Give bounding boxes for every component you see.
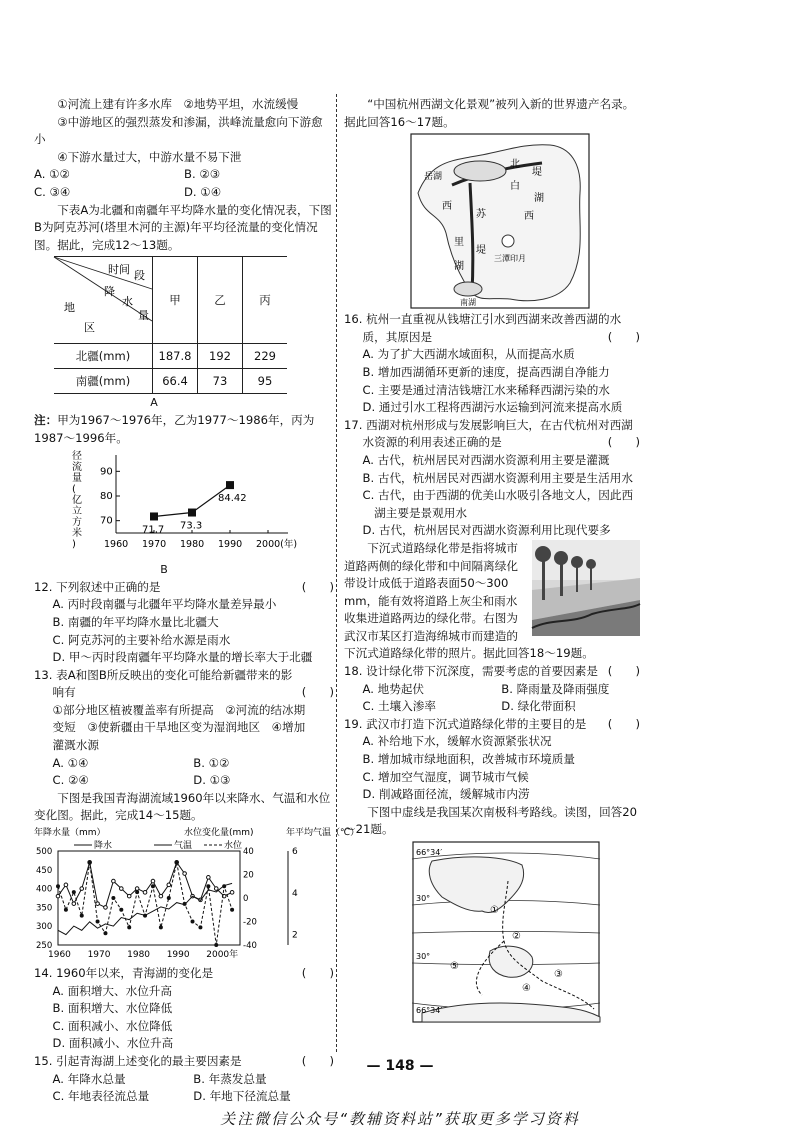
chart-q-precip-point bbox=[80, 887, 84, 891]
note-label: 注： bbox=[34, 412, 58, 427]
chart-q-level-point bbox=[143, 914, 147, 918]
q11-choice-a: A. ①② bbox=[34, 167, 70, 182]
q14-option-d: D. 面积减小、水位升高 bbox=[52, 1036, 174, 1051]
chart-q-xtick-label: 1970 bbox=[87, 950, 111, 961]
chart-q-level-point bbox=[72, 890, 76, 894]
chart-q-legend-label: 气温 bbox=[174, 841, 193, 852]
q15-option-a: A. 年降水总量 bbox=[52, 1071, 126, 1086]
chart-b-ytick-label: 80 bbox=[100, 491, 113, 503]
chart-b-xtick-label: 1980 bbox=[180, 539, 205, 551]
q16-answer-paren: ( ) bbox=[607, 329, 640, 344]
chart-b-xtick-label: 1990 bbox=[218, 539, 243, 551]
intro-12-13: 下表A为北疆和南疆年平均降水量的变化情况表，下图B为阿克苏河(塔里木河的主源)年平均径流量的变化情况图。据此，完成12～13题。 bbox=[34, 202, 332, 252]
table-a-cell: 73 bbox=[198, 369, 243, 394]
chart-b-xtick-label: 1960 bbox=[104, 539, 129, 551]
chart-q-level-point bbox=[151, 884, 155, 888]
chart-q-level-point bbox=[88, 861, 92, 865]
chart-b-ylabel-char: 径 bbox=[72, 451, 82, 463]
q12-option-a: A. 丙时段南疆与北疆年平均降水量差异最小 bbox=[52, 597, 277, 612]
q13-choice-c: C. ②④ bbox=[52, 773, 89, 788]
chart-q-level-point bbox=[64, 908, 68, 912]
table-a-diagonal-header bbox=[54, 257, 153, 344]
diag-shui: 水 bbox=[122, 295, 133, 309]
sunken-greenbelt-photo bbox=[532, 540, 640, 636]
q14-stem-text: 14. 1960年以来，青海湖的变化是 bbox=[34, 966, 214, 981]
label-hu: 湖 bbox=[534, 193, 544, 205]
right-column bbox=[344, 96, 640, 1023]
chart-q-precip-point bbox=[120, 887, 124, 891]
chart-q-level-point bbox=[222, 884, 226, 888]
chart-q-level-point bbox=[135, 890, 139, 894]
label-hu2: 湖 bbox=[454, 261, 464, 273]
q17-stem: 17. 西湖对杭州形成与发展影响巨大，在古代杭州对西湖 bbox=[344, 417, 633, 432]
q18-option-a: A. 地势起伏 bbox=[362, 681, 425, 696]
label-nanhu: 南湖 bbox=[460, 298, 476, 308]
q14-option-b: B. 面积增大、水位降低 bbox=[52, 1001, 173, 1016]
chart-q-level-point bbox=[80, 914, 84, 918]
label-xi1: 西 bbox=[442, 201, 452, 213]
chart-q-precip-point bbox=[64, 883, 68, 887]
label-30n: 30° bbox=[416, 894, 431, 903]
q11-choice-b: B. ②③ bbox=[184, 167, 221, 182]
q11-option-line-1: ①河流上建有许多水库 ②地势平坦，水流缓慢 bbox=[57, 97, 299, 111]
chart-q-left-tick: 400 bbox=[36, 884, 53, 895]
q17-stem2-text: 水资源的利用表述正确的是 bbox=[362, 435, 502, 450]
chart-b-xtick-label: 1970 bbox=[142, 539, 167, 551]
chart-q-precip-point bbox=[159, 894, 163, 898]
chart-q-mid-tick: -40 bbox=[243, 941, 257, 952]
chart-q-level-point bbox=[167, 896, 171, 900]
chart-b-ylabel-char: 米 bbox=[72, 528, 82, 540]
route-2: ② bbox=[512, 931, 521, 942]
q13-choice-d: D. ①③ bbox=[193, 773, 231, 788]
q19-option-c: C. 增加空气湿度，调节城市气候 bbox=[362, 769, 529, 784]
diag-di: 地 bbox=[64, 301, 75, 315]
chart-q-mid-tick: 0 bbox=[243, 894, 249, 905]
label-su: 苏 bbox=[476, 209, 486, 221]
table-a-col-yi: 乙 bbox=[198, 257, 243, 344]
label-bei: 北 bbox=[510, 159, 520, 171]
q11-choices-row-2 bbox=[34, 184, 334, 202]
chart-q-left-tick: 350 bbox=[36, 903, 53, 914]
chart-q-left-tick: 450 bbox=[36, 865, 53, 876]
chart-b-ylabel-char: ) bbox=[72, 539, 76, 551]
table-a-row-beijiang bbox=[54, 344, 287, 369]
chart-b-ytick-label: 90 bbox=[100, 466, 113, 478]
chart-b-ytick-label: 70 bbox=[100, 515, 113, 527]
chart-q-right-tick: 6 bbox=[292, 847, 298, 858]
chart-b-value-label: 71.7 bbox=[142, 524, 165, 536]
chart-q-precip-point bbox=[230, 891, 234, 895]
q17-option-a: A. 古代，杭州居民对西湖水资源利用主要是灌溉 bbox=[362, 452, 610, 467]
chart-q-level-point bbox=[175, 861, 179, 865]
chart-b-ylabel-char: 流 bbox=[72, 462, 82, 474]
diag-duan: 段 bbox=[134, 269, 145, 283]
q15-stem-text: 15. 引起青海湖上述变化的最主要因素是 bbox=[34, 1054, 242, 1068]
page-number: — 148 — bbox=[366, 1058, 434, 1074]
intro-18-19: 下沉式道路绿化带是指将城市道路两侧的绿化带和中间隔离绿化带设计成低于道路表面50～300 mm，能有效将道路上灰尘和雨水收集进道路两边的绿化带。右图为武汉市某区打造海绵城市而建造的下沉式道路绿化带的照片。据此回答18～19题。 bbox=[344, 540, 594, 661]
chart-q-level-point bbox=[103, 931, 107, 935]
q18-option-b: B. 降雨量及降雨强度 bbox=[501, 681, 610, 696]
chart-b-point bbox=[150, 513, 158, 521]
q13-items-3: 灌溉水源 bbox=[52, 738, 99, 753]
q17-option-b: B. 古代，杭州居民对西湖水资源利用主要是生活用水 bbox=[362, 470, 633, 485]
chart-b-ylabel-char: 方 bbox=[72, 517, 82, 529]
chart-q-right-tick: 2 bbox=[292, 930, 298, 941]
q19-option-b: B. 增加城市绿地面积，改善城市环境质量 bbox=[362, 752, 575, 767]
chart-q-right-tick: 4 bbox=[292, 888, 298, 899]
intro-16-17: “中国杭州西湖文化景观”被列入新的世界遗产名录。据此回答16～17题。 bbox=[344, 97, 635, 129]
south-lake-hatch bbox=[454, 282, 482, 296]
footer-watermark: 关注微信公众号“教辅资料站”获取更多学习资料 bbox=[220, 1110, 580, 1128]
table-a-cell: 229 bbox=[243, 344, 288, 369]
table-a-caption: A bbox=[150, 396, 158, 410]
chart-q-xtick-label: 1960 bbox=[48, 950, 71, 961]
q18-19-intro-block bbox=[344, 540, 640, 663]
chart-b-caption: B bbox=[160, 563, 168, 577]
intro-14-15: 下图是我国青海湖流域1960年以来降水、气温和水位变化图。据此，完成14～15题。 bbox=[34, 790, 331, 823]
q13-choices-row-2 bbox=[34, 772, 334, 790]
label-30s: 30° bbox=[416, 952, 431, 961]
q16-option-a: A. 为了扩大西湖水域面积，从而提高水质 bbox=[362, 347, 575, 362]
label-santan: 三潭印月 bbox=[494, 254, 526, 264]
q12-option-b: B. 南疆的年平均降水量比北疆大 bbox=[52, 614, 219, 629]
diag-jiang: 降 bbox=[104, 285, 115, 299]
table-a-row-label: 南疆(mm) bbox=[54, 369, 153, 394]
q13-items-2: 变短 ③使新疆由干旱地区变为湿润地区 ④增加 bbox=[52, 720, 306, 735]
west-lake-map bbox=[410, 133, 590, 309]
chart-q-level-point bbox=[96, 920, 100, 924]
label-yuehu: 岳湖 bbox=[424, 172, 443, 183]
chart-q-left-tick: 300 bbox=[36, 922, 53, 933]
chart-q-precip-point bbox=[143, 891, 147, 895]
q17-option-d: D. 古代，杭州居民对西湖水资源利用比现代要多 bbox=[362, 523, 611, 538]
chart-q-level-point bbox=[191, 920, 195, 924]
route-4: ④ bbox=[522, 983, 531, 994]
q19-stem bbox=[344, 716, 640, 734]
chart-q-precip-point bbox=[151, 879, 155, 883]
chart-q-level-point bbox=[111, 896, 115, 900]
q18-stem bbox=[344, 663, 640, 681]
route-5: ⑤ bbox=[450, 961, 459, 972]
chart-q-mid-tick: 40 bbox=[243, 847, 254, 858]
table-a-col-bing: 丙 bbox=[243, 257, 288, 344]
table-a-cell: 187.8 bbox=[153, 344, 198, 369]
left-column bbox=[34, 96, 360, 1106]
chart-q-level-line bbox=[58, 863, 232, 945]
q19-answer-paren: ( ) bbox=[607, 716, 640, 731]
q16-option-c: C. 主要是通过清洁钱塘江水来稀释西湖污染的水 bbox=[362, 382, 610, 397]
chart-b-ylabel-char: 亿 bbox=[72, 495, 82, 507]
q15-choices-row-2 bbox=[34, 1088, 334, 1106]
label-xi2: 西 bbox=[524, 211, 534, 223]
q16-stem: 16. 杭州一直重视从钱塘江引水到西湖来改善西湖的水 bbox=[344, 312, 622, 327]
chart-q-mid-tick: 20 bbox=[243, 870, 254, 881]
q15-answer-paren: ( ) bbox=[301, 1054, 334, 1068]
q16-stem2-text: 质，其原因是 bbox=[362, 329, 433, 344]
q16-option-b: B. 增加西湖循环更新的速度，提高西湖自净能力 bbox=[362, 364, 610, 379]
label-di2: 堤 bbox=[476, 245, 486, 257]
q14-stem bbox=[34, 965, 334, 983]
q17-option-c: C. 古代，由于西湖的优美山水吸引各地文人，因此西 bbox=[362, 488, 634, 503]
q13-stem: 13. 表A和图B所反映出的变化可能给新疆带来的影 bbox=[34, 667, 293, 682]
north-lake-hatch bbox=[454, 161, 506, 181]
chart-q-legend-label: 水位 bbox=[224, 841, 243, 852]
three-pools-island bbox=[502, 235, 514, 247]
table-a-cell: 66.4 bbox=[153, 369, 198, 394]
q11-option-line-3: ④下游水量过大，中游水量不易下泄 bbox=[57, 149, 242, 164]
antarctic-route-map bbox=[412, 841, 600, 1023]
diag-qu: 区 bbox=[84, 321, 95, 335]
chart-q-level-point bbox=[198, 925, 202, 929]
chart-q-precip-point bbox=[72, 902, 76, 906]
q13-choice-b: B. ①② bbox=[193, 755, 230, 770]
chart-q-left-tick: 250 bbox=[36, 941, 53, 952]
q14-option-c: C. 面积减小、水位降低 bbox=[52, 1018, 173, 1033]
chart-b-ylabel-char: 量 bbox=[72, 473, 82, 485]
diag-liang: 量 bbox=[138, 309, 149, 323]
chart-b-value-label: 73.3 bbox=[180, 520, 203, 532]
q16-option-d: D. 通过引水工程将西湖污水运输到河流来提高水质 bbox=[362, 400, 623, 415]
chart-b-runoff bbox=[34, 447, 334, 563]
chart-b-point bbox=[188, 509, 196, 517]
chart-q-precip-point bbox=[127, 894, 131, 898]
chart-q-precip-point bbox=[112, 879, 116, 883]
table-a-row-label: 北疆(mm) bbox=[54, 344, 153, 369]
route-3: ③ bbox=[554, 969, 563, 980]
chart-q-left-tick: 500 bbox=[36, 847, 53, 858]
chart-q-level-point bbox=[127, 925, 131, 929]
q11-choices-row-1 bbox=[34, 166, 334, 184]
chart-b-ylabel-char: 立 bbox=[72, 506, 82, 518]
q13-answer-paren: ( ) bbox=[301, 685, 334, 700]
table-a-col-jia: 甲 bbox=[153, 257, 198, 344]
q15-option-b: B. 年蒸发总量 bbox=[193, 1071, 267, 1086]
q17-stem-2 bbox=[344, 434, 640, 452]
q13-items-1: ①部分地区植被覆盖率有所提高 ②河流的结冰期 bbox=[52, 702, 306, 717]
q12-option-d: D. 甲～丙时段南疆年平均降水量的增长率大于北疆 bbox=[52, 650, 313, 665]
chart-q-level-point bbox=[183, 902, 187, 906]
table-a bbox=[54, 256, 287, 394]
q18-answer-paren: ( ) bbox=[607, 664, 640, 679]
q11-choice-d: D. ①④ bbox=[184, 184, 222, 199]
q13-stem-2 bbox=[34, 684, 334, 702]
diag-shi: 时间 bbox=[108, 263, 130, 277]
q15-option-c: C. 年地表径流总量 bbox=[52, 1089, 150, 1104]
chart-b-xtick-label: 2000(年) bbox=[256, 539, 298, 551]
q18-option-d: D. 绿化带面积 bbox=[501, 699, 576, 714]
chart-q-precip-point bbox=[167, 883, 171, 887]
table-a-cell: 192 bbox=[198, 344, 243, 369]
q12-stem bbox=[34, 579, 334, 597]
note-text: 甲为1967～1976年，乙为1977～1986年，丙为1987～1996年。 bbox=[34, 412, 315, 445]
chart-q-plot-frame bbox=[58, 851, 240, 945]
intro-20-21: 下图中虚线是我国某次南极科考路线。读图，回答20～21题。 bbox=[344, 804, 638, 837]
chart-q-level-point bbox=[159, 925, 163, 929]
chart-q-precip-point bbox=[135, 887, 139, 891]
chart-q-level-point bbox=[230, 908, 234, 912]
q17-answer-paren: ( ) bbox=[607, 435, 640, 450]
q14-option-a: A. 面积增大、水位升高 bbox=[52, 983, 172, 998]
chart-q-precip-point bbox=[183, 872, 187, 876]
chart-b-value-label: 84.42 bbox=[218, 493, 247, 505]
chart-qinghai-lake bbox=[34, 825, 360, 965]
q12-option-c: C. 阿克苏河的主要补给水源是雨水 bbox=[52, 632, 231, 647]
q11-choice-c: C. ③④ bbox=[34, 184, 71, 199]
chart-q-precip-point bbox=[207, 876, 211, 880]
chart-q-mid-axis-title: 水位变化量(mm) bbox=[184, 828, 254, 839]
label-li: 里 bbox=[454, 237, 464, 249]
chart-q-level-point bbox=[214, 943, 218, 947]
q18-choices-row-1 bbox=[344, 681, 640, 699]
label-di: 堤 bbox=[532, 167, 542, 179]
q13-stem2-text: 响有 bbox=[52, 685, 76, 700]
q13-choices-row-1 bbox=[34, 755, 334, 773]
q14-answer-paren: ( ) bbox=[301, 966, 334, 981]
q18-choices-row-2 bbox=[344, 698, 640, 716]
q18-stem-text: 18. 设计绿化带下沉深度，需要考虑的首要因素是 bbox=[344, 664, 598, 679]
table-a-row-nanjiang bbox=[54, 369, 287, 394]
q17-option-c-cont: 湖主要是景观用水 bbox=[374, 505, 467, 520]
q19-option-d: D. 削减路面径流，缓解城市内涝 bbox=[362, 787, 530, 802]
column-divider bbox=[336, 94, 337, 1052]
q19-stem-text: 19. 武汉市打造下沉式道路绿化带的主要目的是 bbox=[344, 716, 587, 731]
chart-b-ylabel-char: ( bbox=[72, 484, 76, 496]
chart-q-xtick-label: 1990 bbox=[166, 950, 190, 961]
q13-choice-a: A. ①④ bbox=[52, 755, 89, 770]
chart-q-legend-label: 降水 bbox=[94, 841, 113, 852]
q18-option-c: C. 土壤入渗率 bbox=[362, 699, 436, 714]
chart-q-precip-point bbox=[56, 894, 60, 898]
q15-option-d: D. 年地下径流总量 bbox=[193, 1089, 291, 1104]
chart-q-right-axis-title: 年平均气温（℃） bbox=[286, 828, 360, 839]
q12-stem-text: 12. 下列叙述中正确的是 bbox=[34, 579, 161, 594]
route-1: ① bbox=[490, 905, 499, 916]
label-bai: 白 bbox=[510, 181, 520, 193]
chart-q-precip-line bbox=[58, 862, 232, 907]
chart-q-level-point bbox=[56, 884, 60, 888]
chart-q-level-point bbox=[119, 908, 123, 912]
q19-option-a: A. 补给地下水，缓解水资源紧张状况 bbox=[362, 734, 552, 749]
label-66s: 66°34′ bbox=[416, 1006, 443, 1015]
chart-q-precip-point bbox=[96, 902, 100, 906]
table-a-note bbox=[34, 412, 334, 447]
q12-answer-paren: ( ) bbox=[301, 579, 334, 594]
chart-q-precip-point bbox=[214, 887, 218, 891]
chart-q-xtick-label: 2000年 bbox=[206, 950, 239, 961]
chart-b-point bbox=[226, 481, 234, 489]
chart-q-xtick-label: 1980 bbox=[127, 950, 151, 961]
chart-q-mid-tick: -20 bbox=[243, 917, 257, 928]
chart-q-precip-point bbox=[104, 906, 108, 910]
table-a-cell: 95 bbox=[243, 369, 288, 394]
q16-stem-2 bbox=[344, 329, 640, 347]
q11-option-line-2: ③中游地区的强烈蒸发和渗漏，洪峰流量愈向下游愈小 bbox=[34, 114, 323, 147]
label-66n: 66°34′ bbox=[416, 848, 443, 857]
chart-q-level-point bbox=[206, 884, 210, 888]
chart-q-left-axis-title: 年降水量（mm） bbox=[34, 828, 106, 839]
